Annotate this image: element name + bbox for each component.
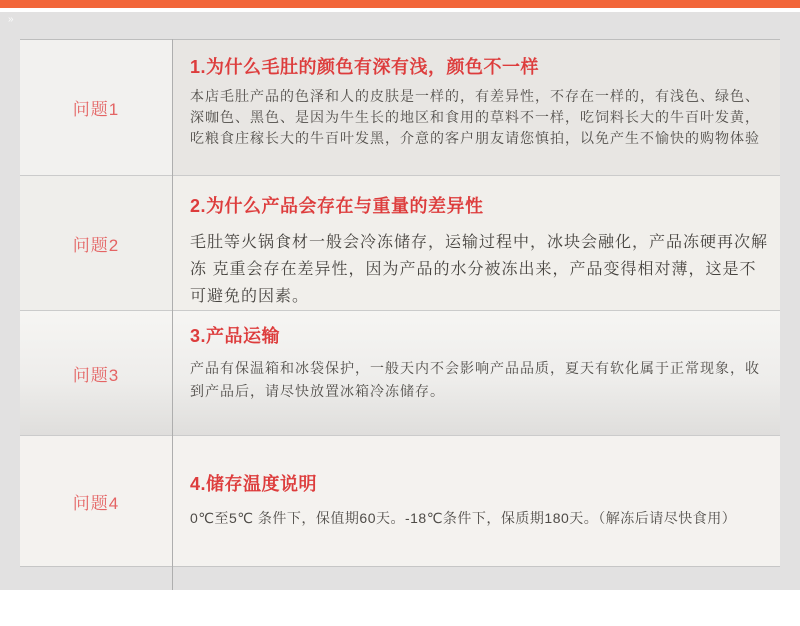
answer-cell — [172, 40, 780, 175]
answer-3-body: 产品有保温箱和冰袋保护，一般天内不会影响产品品质，夏天有软化属于正常现象，收到产品后，请尽快放置冰箱冷冻储存。 — [190, 360, 760, 399]
answer-2-body: 毛肚等火锅食材一般会冷冻储存，运输过程中，冰块会融化，产品冻硬再次解冻 克重会存在差异性，因为产品的水分被冻出来，产品变得相对薄，这是不可避免的因素。 — [190, 234, 769, 305]
answer-cell — [172, 436, 780, 566]
question-4-label: 问题4 — [72, 493, 120, 513]
faq-row-3 — [20, 310, 780, 435]
answer-4-heading: 4.储存温度说明 — [190, 474, 318, 494]
faq-table — [20, 39, 780, 567]
faq-panel — [0, 12, 800, 590]
question-label-cell — [20, 436, 172, 566]
question-2-label: 问题2 — [72, 235, 120, 255]
faq-row-2 — [20, 175, 780, 310]
question-1-label: 问题1 — [72, 100, 120, 119]
answer-2-heading: 2.为什么产品会存在与重量的差异性 — [190, 196, 484, 216]
top-accent-bar — [0, 0, 800, 8]
faq-row-4 — [20, 435, 780, 566]
column-divider — [172, 39, 173, 590]
question-label-cell — [20, 311, 172, 435]
answer-1-heading: 1.为什么毛肚的颜色有深有浅，颜色不一样 — [190, 57, 540, 77]
answer-3-heading: 3.产品运输 — [190, 326, 281, 346]
answer-4-body: 0℃至5℃ 条件下，保值期60天。-18℃条件下，保质期180天。（解冻后请尽快食用） — [190, 510, 737, 526]
question-label-cell — [20, 40, 172, 175]
answer-cell — [172, 176, 780, 310]
faq-row-1 — [20, 40, 780, 175]
answer-1-body: 本店毛肚产品的色泽和人的皮肤是一样的，有差异性，不存在一样的，有浅色、绿色、深咖色、黑色、是因为牛生长的地区和食用的草料不一样，吃饲料长大的牛百叶发黄，吃粮食庄稼长大的牛百叶发黑，介意的客户朋友请您慎拍，以免产生不愉快的购物体验 — [190, 88, 760, 146]
question-label-cell — [20, 176, 172, 310]
question-3-label: 问题3 — [72, 365, 120, 385]
corner-chevrons-glyph: » — [8, 14, 13, 25]
answer-cell — [172, 311, 780, 435]
